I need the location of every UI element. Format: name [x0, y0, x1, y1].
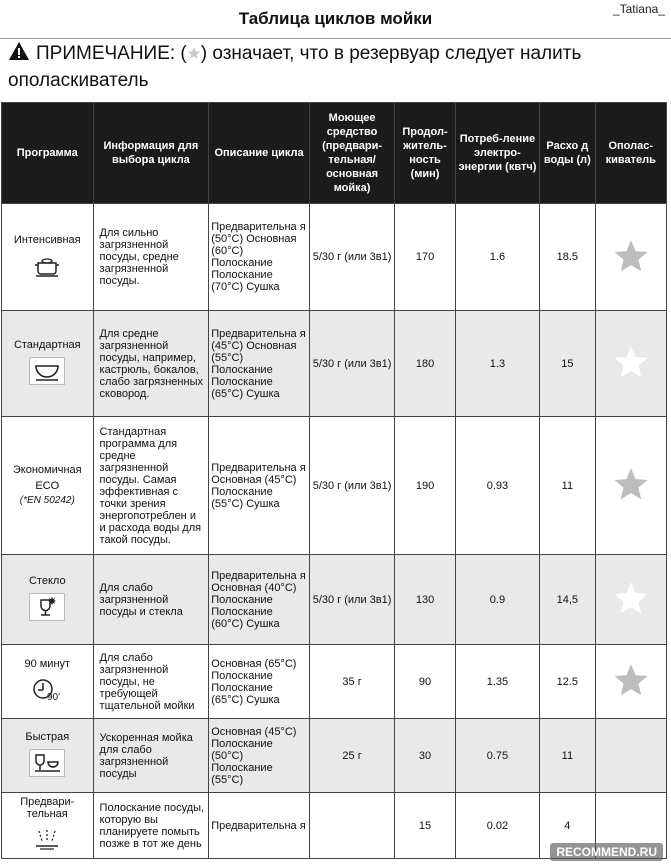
program-cell — [2, 311, 94, 417]
program-name: Интенсивная — [13, 233, 81, 246]
detergent-cell — [309, 793, 395, 859]
program-cell — [2, 793, 94, 859]
rinse-star-icon — [612, 661, 650, 699]
col-info: Информация для выбора цикла — [93, 103, 209, 204]
table-row — [2, 555, 667, 645]
detergent-cell: 5/30 г (или 3в1) — [309, 555, 395, 645]
energy-cell: 1.3 — [455, 311, 540, 417]
col-water: Расхо д воды (л) — [540, 103, 595, 204]
duration-cell: 15 — [395, 793, 455, 859]
water-cell: 12.5 — [540, 645, 595, 719]
table-header-row — [2, 103, 667, 204]
program-name: Экономичная — [12, 464, 82, 476]
warning-icon — [8, 41, 30, 61]
star-icon — [187, 46, 201, 60]
info-cell: Для слабо загрязненной посуды, не требующей тщательной мойки — [93, 645, 209, 719]
info-cell: Для средне загрязненной посуды, например, кастрюль, бокалов, слабо загрязненных сковород. — [93, 311, 209, 417]
rinse-cell — [595, 204, 666, 311]
water-cell: 18.5 — [540, 204, 595, 311]
duration-cell: 30 — [395, 719, 455, 793]
energy-cell: 0.02 — [455, 793, 540, 859]
program-cell — [2, 204, 94, 311]
info-cell: Полоскание посуды, которую вы планируете помыть позже в тот же день — [93, 793, 209, 859]
program-name: Предвари-тельная — [20, 796, 75, 820]
description-cell: Предварительна я Основная (40°C) Полоскание Полоскание (60°C) Сушка — [209, 555, 310, 645]
info-cell: Стандартная программа для средне загрязненной посуды. Самая эффективная с точки зрения энергопотреблен и и расхода воды для такой посуды. — [93, 417, 209, 555]
rinse-star-icon — [612, 579, 650, 617]
program-name: 90 минут — [24, 658, 71, 670]
info-cell: Ускоренная мойка для слабо загрязненной посуды — [93, 719, 209, 793]
detergent-cell: 5/30 г (или 3в1) — [309, 204, 395, 311]
water-cell: 14,5 — [540, 555, 595, 645]
col-rinse: Ополас-киватель — [595, 103, 666, 204]
program-cell — [2, 417, 94, 555]
rinse-star-icon — [612, 465, 650, 503]
table-row — [2, 645, 667, 719]
glass-icon — [29, 612, 65, 624]
energy-cell: 0.93 — [455, 417, 540, 555]
duration-cell: 190 — [395, 417, 455, 555]
description-cell: Основная (45°C) Полоскание (50°C) Полоскание (55°C) — [209, 719, 310, 793]
pot-icon — [30, 269, 64, 281]
program-name: Стандартная — [13, 339, 81, 351]
cups-icon — [29, 768, 65, 780]
spray-icon — [30, 843, 64, 855]
water-cell: 15 — [540, 311, 595, 417]
detergent-cell: 5/30 г (или 3в1) — [309, 311, 395, 417]
rinse-star-icon — [612, 237, 650, 275]
detergent-cell: 25 г — [309, 719, 395, 793]
rinse-cell — [595, 645, 666, 719]
note-prefix: ПРИМЕЧАНИЕ: ( — [36, 43, 187, 64]
timer-90-icon — [30, 693, 64, 705]
detergent-cell: 5/30 г (или 3в1) — [309, 417, 395, 555]
program-cell — [2, 719, 94, 793]
table-row — [2, 719, 667, 793]
energy-cell: 1.35 — [455, 645, 540, 719]
note-text — [8, 40, 663, 94]
rinse-cell — [595, 417, 666, 555]
description-cell: Предварительна я (45°C) Основная (55°C) Полоскание Полоскание (65°C) Сушка — [209, 311, 310, 417]
watermark: RECOMMEND.RU — [550, 843, 663, 861]
rinse-star-icon — [612, 343, 650, 381]
col-detergent: Моющее средство (предвари-тельная/ основная мойка) — [309, 103, 395, 204]
description-cell: Предварительна я — [209, 793, 310, 859]
table-row — [2, 311, 667, 417]
water-cell: 4 — [540, 793, 595, 859]
bowl-icon — [29, 376, 65, 388]
col-duration: Продол-житель-ность (мин) — [395, 103, 455, 204]
rinse-cell — [595, 555, 666, 645]
rinse-cell — [595, 719, 666, 793]
energy-cell: 0.75 — [455, 719, 540, 793]
table-row — [2, 417, 667, 555]
description-cell: Основная (65°C) Полоскание Полоскание (65°C) Сушка — [209, 645, 310, 719]
program-standard: (*EN 50242) — [19, 495, 75, 506]
program-cell — [2, 555, 94, 645]
duration-cell: 130 — [395, 555, 455, 645]
duration-cell: 180 — [395, 311, 455, 417]
info-cell: Для слабо загрязненной посуды и стекла — [93, 555, 209, 645]
info-cell: Для сильно загрязненной посуды, средне загрязненной посуды. — [93, 204, 209, 311]
svg-text:90': 90' — [47, 692, 61, 702]
col-energy: Потреб-ление электро-энергии (квтч) — [455, 103, 540, 204]
duration-cell: 170 — [395, 204, 455, 311]
water-cell: 11 — [540, 719, 595, 793]
program-name: Стекло — [28, 575, 66, 587]
description-cell: Предварительна я Основная (45°C) Полоскание (55°C) Сушка — [209, 417, 310, 555]
page-title: Таблица циклов мойки — [0, 0, 671, 39]
duration-cell: 90 — [395, 645, 455, 719]
detergent-cell: 35 г — [309, 645, 395, 719]
col-program: Программа — [2, 103, 94, 204]
program-sub: ECO — [35, 480, 60, 492]
energy-cell: 0.9 — [455, 555, 540, 645]
note-suffix: ) означает, что в резервуар следует налить ополаскиватель — [8, 43, 582, 91]
col-description: Описание цикла — [209, 103, 310, 204]
cycle-table — [1, 102, 667, 859]
description-cell: Предварительна я (50°C) Основная (60°C) Полоскание Полоскание (70°C) Сушка — [209, 204, 310, 311]
energy-cell: 1.6 — [455, 204, 540, 311]
water-cell: 11 — [540, 417, 595, 555]
program-name: Быстрая — [25, 731, 70, 743]
table-row — [2, 204, 667, 311]
program-cell — [2, 645, 94, 719]
author-tag: _Tatiana_ — [612, 2, 665, 16]
rinse-cell — [595, 311, 666, 417]
